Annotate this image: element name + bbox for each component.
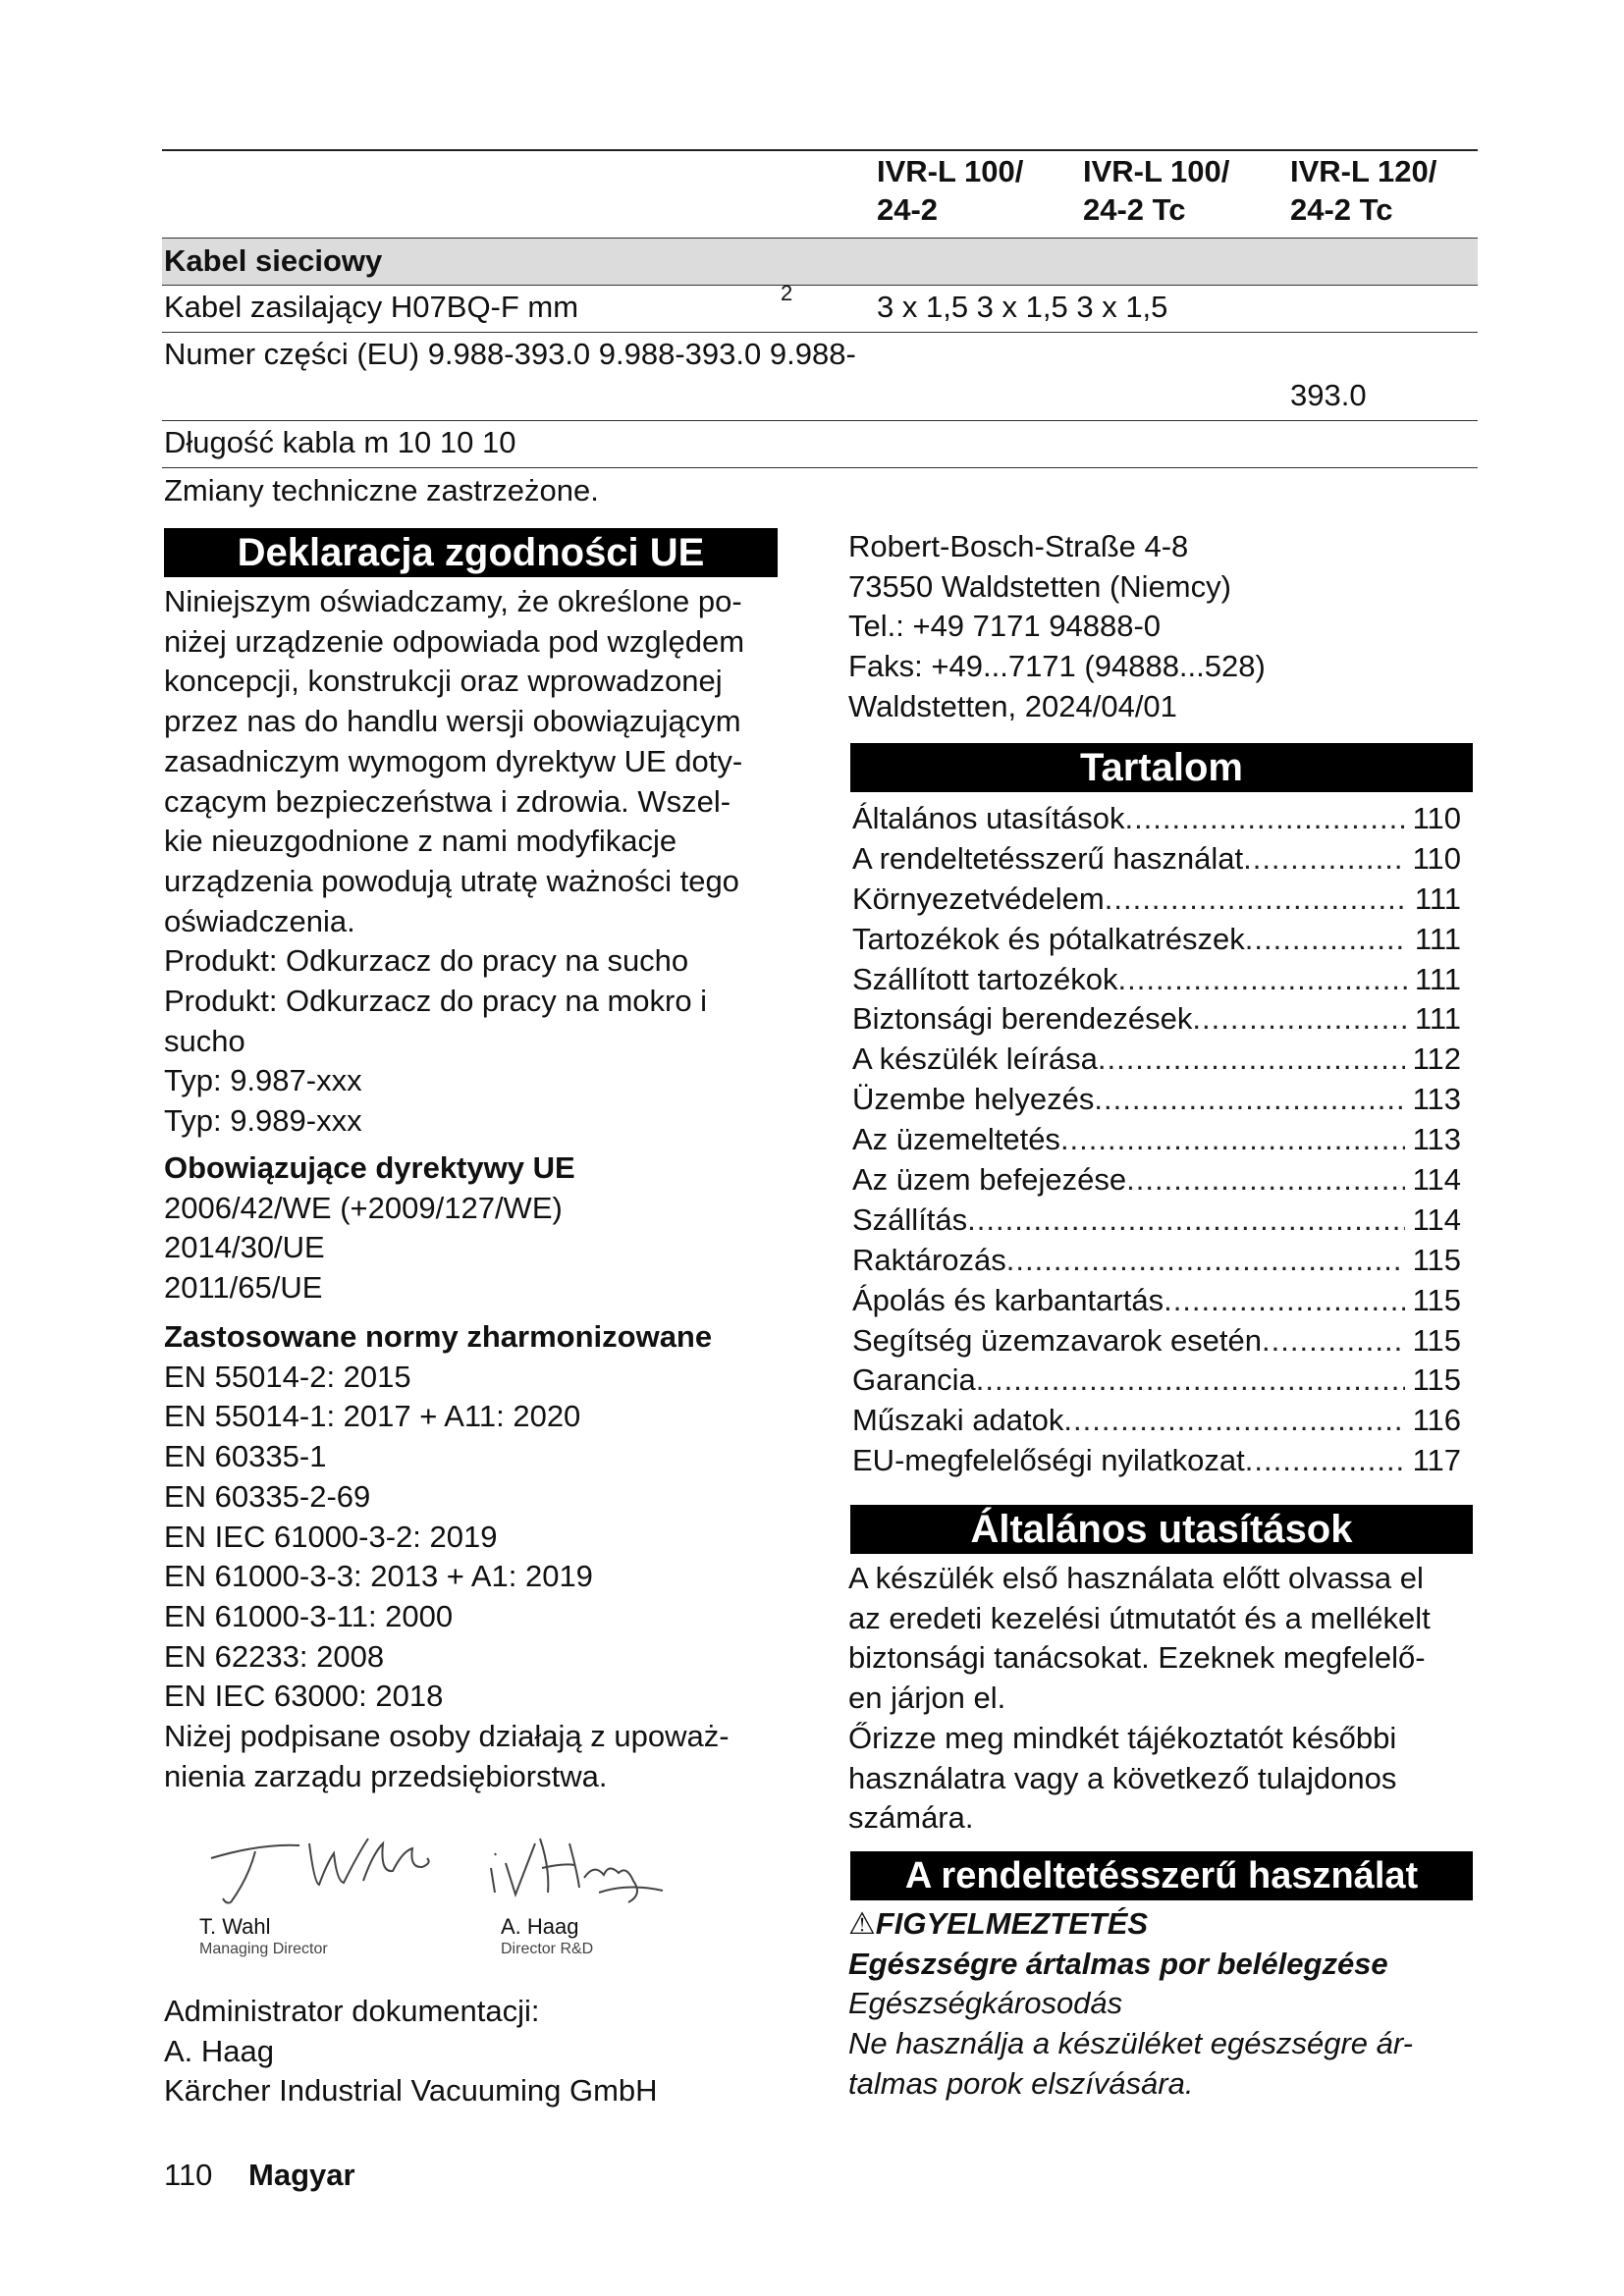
table-col-1-header: IVR-L 100/ 24-2 <box>877 154 1024 227</box>
table-row1-values: 3 x 1,5 3 x 1,5 3 x 1,5 <box>877 290 1168 324</box>
directive-item: 2011/65/UE <box>164 1270 323 1306</box>
general-line: biztonsági tanácsokat. Ezeknek megfelelő- <box>848 1640 1426 1676</box>
declaration-line: zasadniczym wymogom dyrektyw UE doty- <box>164 743 743 778</box>
warning-text-line: Ne használja a készüléket egészségre ár- <box>848 2026 1413 2061</box>
general-line: A készülék első használata előtt olvassa el <box>848 1561 1424 1595</box>
general-line: en járjon el. <box>848 1681 1006 1716</box>
warning-block <box>848 1904 1413 2105</box>
eu-declaration-body <box>164 582 744 1142</box>
toc-entry[interactable]: Tartozékok és pótalkatrészek ..... 111 <box>852 920 1461 960</box>
norm-item: EN 55014-2: 2015 <box>164 1359 411 1394</box>
norm-item: EN IEC 61000-3-2: 2019 <box>164 1519 498 1554</box>
toc-entry[interactable]: Ápolás és karbantartás ..... 115 <box>852 1281 1461 1321</box>
toc-entry[interactable]: Üzembe helyezés ..... 113 <box>852 1080 1461 1120</box>
norm-item: EN 62233: 2008 <box>164 1638 385 1674</box>
toc-entry[interactable]: Általános utasítások ..... 110 <box>852 799 1461 839</box>
toc-entry[interactable]: Szállított tartozékok ..... 111 <box>852 960 1461 1000</box>
table-row2-text: Numer części (EU) 9.988-393.0 9.988-393.0 9.988- <box>164 337 856 371</box>
declaration-line: niżej urządzenie odpowiada pod względem <box>164 623 745 659</box>
general-line: Őrizze meg mindkét tájékoztatót későbbi <box>848 1720 1397 1755</box>
norm-item: EN 61000-3-11: 2000 <box>164 1598 454 1633</box>
page-number: 110 <box>164 2158 213 2192</box>
declaration-line: urządzenia powodują utratę ważności tego <box>164 863 739 898</box>
directives-block <box>164 1148 575 1308</box>
type-line: Typ: 9.987-xxx <box>164 1063 362 1098</box>
norms-heading: Zastosowane normy zharmonizowane <box>164 1319 713 1354</box>
toc-entry[interactable]: Biztonsági berendezések ..... 111 <box>852 999 1461 1040</box>
admin-line: Administrator dokumentacji: <box>164 1994 540 2028</box>
general-line: használatra vagy a következő tulajdonos <box>848 1760 1397 1795</box>
toc-entry[interactable]: A készülék leírása ..... 112 <box>852 1040 1461 1080</box>
documentation-admin <box>164 1992 658 2111</box>
warning-consequence: Egészségkárosodás <box>848 1986 1123 2021</box>
signature-wahl <box>201 1824 437 1912</box>
toc-entry[interactable]: Az üzemeltetés ..... 113 <box>852 1120 1461 1160</box>
norm-item: EN 55014-1: 2017 + A11: 2020 <box>164 1399 581 1434</box>
address-line: 73550 Waldstetten (Niemcy) <box>848 568 1231 604</box>
address-line: Tel.: +49 7171 94888-0 <box>848 609 1162 644</box>
toc-entry[interactable]: Az üzem befejezése ..... 114 <box>852 1160 1461 1201</box>
product-line: Produkt: Odkurzacz do pracy na sucho <box>164 943 689 979</box>
toc-entry[interactable]: EU-megfelelőségi nyilatkozat ..... 117 <box>852 1441 1461 1481</box>
norms-block <box>164 1317 730 1796</box>
product-line: Produkt: Odkurzacz do pracy na mokro i <box>164 984 708 1019</box>
toc-entry[interactable]: Segítség üzemzavarok esetén ..... 115 <box>852 1321 1461 1362</box>
technical-changes-note: Zmiany techniczne zastrzeżone. <box>164 473 599 507</box>
table-col-2-header: IVR-L 100/ 24-2 Tc <box>1083 154 1230 227</box>
toc-heading: Tartalom <box>850 743 1473 792</box>
admin-line: A. Haag <box>164 2033 275 2068</box>
intended-use-heading: A rendeltetésszerű használat <box>850 1851 1473 1900</box>
toc-entry[interactable]: Műszaki adatok ..... 116 <box>852 1401 1461 1441</box>
declaration-line: Niniejszym oświadczamy, że określone po- <box>164 584 742 618</box>
table-rule <box>162 285 1478 286</box>
norm-item: EN 60335-1 <box>164 1439 327 1474</box>
norm-item: EN 61000-3-3: 2013 + A1: 2019 <box>164 1559 593 1594</box>
general-instructions-text <box>848 1559 1431 1839</box>
table-rule <box>162 332 1478 333</box>
toc-entry[interactable]: Raktározás ..... 115 <box>852 1241 1461 1281</box>
declaration-line: oświadczenia. <box>164 903 355 938</box>
table-row1-label: Kabel zasilający H07BQ-F mm <box>164 290 579 324</box>
declaration-line: kie nieuzgodnione z nami modyfikacje <box>164 824 677 859</box>
authorization-line: nienia zarządu przedsiębiorstwa. <box>164 1758 608 1793</box>
company-address <box>848 527 1266 727</box>
declaration-line: koncepcji, konstrukcji oraz wprowadzonej <box>164 664 723 699</box>
signatory-wahl: T. Wahl Managing Director <box>199 1914 328 1957</box>
norm-item: EN IEC 63000: 2018 <box>164 1679 444 1714</box>
address-line: Robert-Bosch-Straße 4-8 <box>848 529 1189 563</box>
norm-item: EN 60335-2-69 <box>164 1478 371 1514</box>
table-col-3-header: IVR-L 120/ 24-2 Tc <box>1290 154 1437 227</box>
product-line: sucho <box>164 1023 245 1058</box>
directive-item: 2014/30/UE <box>164 1230 325 1265</box>
admin-line: Kärcher Industrial Vacuuming GmbH <box>164 2073 658 2109</box>
table-bottom-rule <box>162 467 1478 468</box>
declaration-line: czącym bezpieczeństwa i zdrowia. Wszel- <box>164 783 731 819</box>
general-line: számára. <box>848 1800 974 1836</box>
toc-entry[interactable]: A rendeltetésszerű használat ..... 110 <box>852 839 1461 880</box>
table-rule <box>162 420 1478 421</box>
table-row1-superscript: 2 <box>781 281 793 305</box>
directive-item: 2006/42/WE (+2009/127/WE) <box>164 1190 563 1225</box>
toc-entry[interactable]: Környezetvédelem ..... 111 <box>852 880 1461 920</box>
address-line: Faks: +49...7171 (94888...528) <box>848 649 1266 684</box>
authorization-line: Niżej podpisane osoby działają z upoważ- <box>164 1719 730 1754</box>
footer-language: Magyar <box>248 2158 355 2192</box>
general-line: az eredeti kezelési útmutatót és a mellékelt <box>848 1600 1431 1635</box>
type-line: Typ: 9.989-xxx <box>164 1103 362 1139</box>
table-top-rule <box>162 149 1478 151</box>
warning-label-line: ⚠FIGYELMEZTETÉS <box>848 1906 1149 1941</box>
toc-entry[interactable]: Garancia ..... 115 <box>852 1361 1461 1401</box>
table-section-label: Kabel sieciowy <box>164 243 383 278</box>
warning-icon: ⚠ <box>848 1906 876 1941</box>
warning-title: Egészségre ártalmas por belélegzése <box>848 1946 1388 1981</box>
table-row2-continuation: 393.0 <box>1290 378 1367 412</box>
signature-haag <box>481 1824 677 1912</box>
address-line: Waldstetten, 2024/04/01 <box>848 688 1177 723</box>
directives-heading: Obowiązujące dyrektywy UE <box>164 1150 575 1185</box>
general-instructions-heading: Általános utasítások <box>850 1505 1473 1554</box>
signatory-haag: A. Haag Director R&D <box>501 1914 594 1957</box>
table-row3-text: Długość kabla m 10 10 10 <box>164 425 516 459</box>
table-of-contents <box>852 799 1461 1481</box>
eu-declaration-heading: Deklaracja zgodności UE <box>164 528 778 577</box>
warning-text-line: talmas porok elszívására. <box>848 2065 1194 2101</box>
toc-entry[interactable]: Szállítás ..... 114 <box>852 1201 1461 1241</box>
declaration-line: przez nas do handlu wersji obowiązującym <box>164 704 741 739</box>
